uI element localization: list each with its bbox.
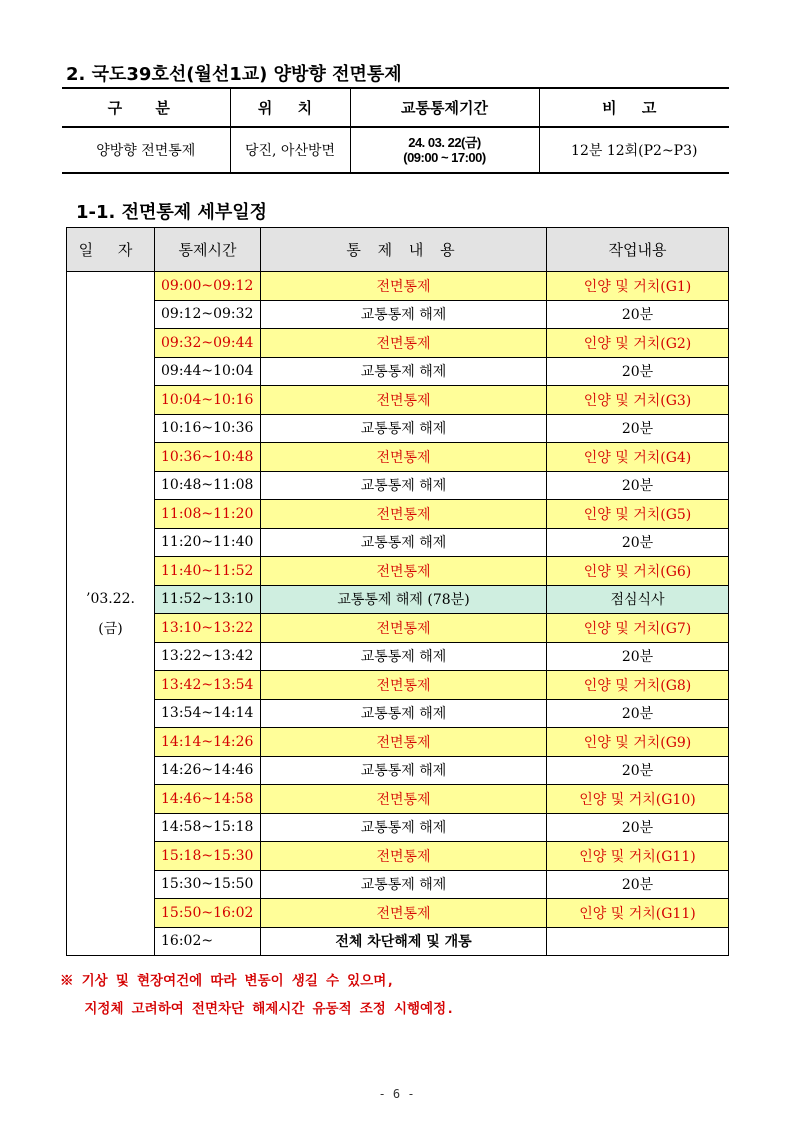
schedule-cell-time: 14:46~14:58 bbox=[155, 785, 261, 814]
schedule-cell-content: 전면통제 bbox=[261, 728, 547, 757]
schedule-row bbox=[67, 329, 729, 358]
schedule-row bbox=[67, 357, 729, 386]
schedule-cell-content: 교통통제 해제 bbox=[261, 357, 547, 386]
schedule-cell-time: 10:04~10:16 bbox=[155, 386, 261, 415]
schedule-cell-content: 전면통제 bbox=[261, 443, 547, 472]
schedule-cell-work: 20분 bbox=[547, 414, 729, 443]
schedule-cell-content: 전면통제 bbox=[261, 671, 547, 700]
schedule-cell-time: 09:12~09:32 bbox=[155, 300, 261, 329]
schedule-row bbox=[67, 528, 729, 557]
summary-header-row bbox=[62, 88, 729, 127]
schedule-cell-time: 16:02~ bbox=[155, 927, 261, 956]
schedule-header-content: 통 제 내 용 bbox=[261, 228, 547, 272]
schedule-date bbox=[67, 272, 155, 956]
schedule-cell-content: 전체 차단해제 및 개통 bbox=[261, 927, 547, 956]
schedule-cell-time: 13:22~13:42 bbox=[155, 642, 261, 671]
schedule-cell-time: 13:10~13:22 bbox=[155, 614, 261, 643]
schedule-cell-work: 인양 및 거치(G4) bbox=[547, 443, 729, 472]
summary-row bbox=[62, 127, 729, 173]
schedule-header-date: 일 자 bbox=[67, 228, 155, 272]
summary-location: 당진, 아산방면 bbox=[230, 127, 350, 173]
schedule-cell-work: 20분 bbox=[547, 699, 729, 728]
schedule-row bbox=[67, 728, 729, 757]
schedule-row bbox=[67, 272, 729, 301]
schedule-cell-work: 20분 bbox=[547, 870, 729, 899]
schedule-row bbox=[67, 671, 729, 700]
schedule-body bbox=[67, 272, 729, 956]
schedule-cell-work: 인양 및 거치(G11) bbox=[547, 842, 729, 871]
schedule-cell-time: 14:26~14:46 bbox=[155, 756, 261, 785]
schedule-cell-content: 전면통제 bbox=[261, 614, 547, 643]
schedule-header-row bbox=[67, 228, 729, 272]
schedule-cell-work: 인양 및 거치(G2) bbox=[547, 329, 729, 358]
schedule-cell-work: 20분 bbox=[547, 756, 729, 785]
schedule-cell-time: 10:36~10:48 bbox=[155, 443, 261, 472]
schedule-cell-time: 09:44~10:04 bbox=[155, 357, 261, 386]
schedule-date-line-2: (금) bbox=[98, 620, 123, 637]
schedule-cell-work: 20분 bbox=[547, 471, 729, 500]
schedule-cell-time: 10:48~11:08 bbox=[155, 471, 261, 500]
schedule-row bbox=[67, 756, 729, 785]
notice bbox=[60, 967, 454, 1023]
schedule-cell-work: 20분 bbox=[547, 813, 729, 842]
notice-line-1: ※ 기상 및 현장여건에 따라 변동이 생길 수 있으며, bbox=[60, 973, 395, 989]
schedule-row bbox=[67, 642, 729, 671]
schedule-row bbox=[67, 785, 729, 814]
summary-header-note: 비 고 bbox=[539, 88, 729, 127]
schedule-row bbox=[67, 614, 729, 643]
schedule-cell-time: 14:58~15:18 bbox=[155, 813, 261, 842]
schedule-row bbox=[67, 585, 729, 614]
schedule-cell-content: 교통통제 해제 bbox=[261, 813, 547, 842]
schedule-cell-content: 전면통제 bbox=[261, 329, 547, 358]
schedule-header-time: 통제시간 bbox=[155, 228, 261, 272]
schedule-cell-time: 11:40~11:52 bbox=[155, 557, 261, 586]
schedule-cell-content: 교통통제 해제 bbox=[261, 699, 547, 728]
schedule-cell-work: 인양 및 거치(G8) bbox=[547, 671, 729, 700]
schedule-row bbox=[67, 899, 729, 928]
schedule-cell-work: 인양 및 거치(G5) bbox=[547, 500, 729, 529]
summary-period-date: 24. 03. 22(금) bbox=[408, 135, 481, 150]
schedule-cell-content: 전면통제 bbox=[261, 785, 547, 814]
schedule-cell-content: 교통통제 해제 bbox=[261, 528, 547, 557]
schedule-cell-work bbox=[547, 927, 729, 956]
summary-header-period: 교통통제기간 bbox=[350, 88, 539, 127]
schedule-cell-content: 교통통제 해제 (78분) bbox=[261, 585, 547, 614]
schedule-date-line-1: ’03.22. bbox=[86, 590, 135, 607]
schedule-header-work: 작업내용 bbox=[547, 228, 729, 272]
summary-category: 양방향 전면통제 bbox=[62, 127, 230, 173]
schedule-cell-time: 13:54~14:14 bbox=[155, 699, 261, 728]
schedule-cell-work: 점심식사 bbox=[547, 585, 729, 614]
schedule-cell-time: 15:18~15:30 bbox=[155, 842, 261, 871]
schedule-cell-content: 전면통제 bbox=[261, 842, 547, 871]
schedule-cell-content: 전면통제 bbox=[261, 500, 547, 529]
schedule-cell-content: 교통통제 해제 bbox=[261, 471, 547, 500]
page-number: - 6 - bbox=[378, 1087, 415, 1101]
section-title: 2. 국도39호선(월선1교) 양방향 전면통제 bbox=[66, 64, 402, 85]
summary-period-time: (09:00 ~ 17:00) bbox=[403, 150, 486, 165]
schedule-cell-work: 인양 및 거치(G7) bbox=[547, 614, 729, 643]
schedule-cell-content: 교통통제 해제 bbox=[261, 414, 547, 443]
schedule-cell-content: 교통통제 해제 bbox=[261, 870, 547, 899]
schedule-cell-time: 10:16~10:36 bbox=[155, 414, 261, 443]
schedule-cell-work: 20분 bbox=[547, 300, 729, 329]
schedule-cell-content: 전면통제 bbox=[261, 557, 547, 586]
schedule-cell-work: 인양 및 거치(G3) bbox=[547, 386, 729, 415]
schedule-cell-content: 교통통제 해제 bbox=[261, 300, 547, 329]
schedule-cell-time: 11:20~11:40 bbox=[155, 528, 261, 557]
schedule-cell-content: 교통통제 해제 bbox=[261, 756, 547, 785]
schedule-cell-content: 교통통제 해제 bbox=[261, 642, 547, 671]
schedule-cell-time: 09:00~09:12 bbox=[155, 272, 261, 301]
schedule-cell-content: 전면통제 bbox=[261, 899, 547, 928]
schedule-table bbox=[66, 227, 729, 956]
schedule-cell-work: 인양 및 거치(G1) bbox=[547, 272, 729, 301]
schedule-cell-work: 20분 bbox=[547, 357, 729, 386]
schedule-row bbox=[67, 300, 729, 329]
schedule-cell-time: 11:52~13:10 bbox=[155, 585, 261, 614]
schedule-cell-time: 09:32~09:44 bbox=[155, 329, 261, 358]
schedule-cell-work: 인양 및 거치(G9) bbox=[547, 728, 729, 757]
schedule-cell-content: 전면통제 bbox=[261, 386, 547, 415]
schedule-row bbox=[67, 870, 729, 899]
summary-table bbox=[62, 87, 729, 174]
schedule-cell-time: 11:08~11:20 bbox=[155, 500, 261, 529]
summary-header-location: 위 치 bbox=[230, 88, 350, 127]
notice-line-2: 지정체 고려하여 전면차단 해제시간 유동적 조정 시행예정. bbox=[60, 1001, 455, 1017]
schedule-row bbox=[67, 414, 729, 443]
schedule-cell-work: 20분 bbox=[547, 528, 729, 557]
schedule-cell-content: 전면통제 bbox=[261, 272, 547, 301]
summary-header-category: 구 분 bbox=[62, 88, 230, 127]
schedule-cell-time: 14:14~14:26 bbox=[155, 728, 261, 757]
schedule-cell-work: 인양 및 거치(G10) bbox=[547, 785, 729, 814]
schedule-row bbox=[67, 443, 729, 472]
schedule-cell-time: 13:42~13:54 bbox=[155, 671, 261, 700]
schedule-row bbox=[67, 842, 729, 871]
schedule-cell-time: 15:30~15:50 bbox=[155, 870, 261, 899]
schedule-row bbox=[67, 386, 729, 415]
summary-period bbox=[350, 127, 539, 173]
schedule-cell-work: 인양 및 거치(G11) bbox=[547, 899, 729, 928]
schedule-cell-work: 인양 및 거치(G6) bbox=[547, 557, 729, 586]
schedule-row bbox=[67, 813, 729, 842]
schedule-row bbox=[67, 471, 729, 500]
schedule-row bbox=[67, 699, 729, 728]
summary-note: 12분 12회(P2~P3) bbox=[539, 127, 729, 173]
schedule-cell-time: 15:50~16:02 bbox=[155, 899, 261, 928]
schedule-row bbox=[67, 500, 729, 529]
schedule-cell-work: 20분 bbox=[547, 642, 729, 671]
schedule-row bbox=[67, 927, 729, 956]
subsection-title: 1-1. 전면통제 세부일정 bbox=[76, 202, 267, 223]
schedule-row bbox=[67, 557, 729, 586]
